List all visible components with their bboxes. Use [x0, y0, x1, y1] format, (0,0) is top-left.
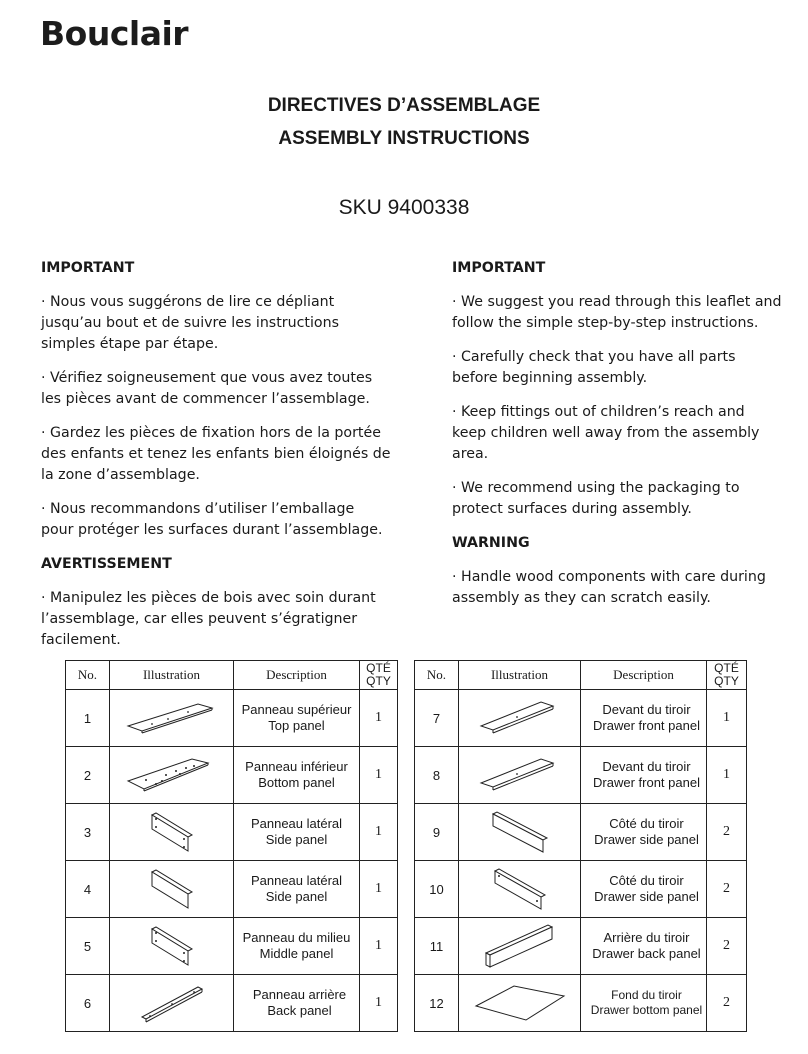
- part-number: 8: [415, 747, 459, 804]
- part-illustration: [110, 861, 234, 918]
- english-warning-heading: WARNING: [452, 535, 530, 551]
- part-name-fr: Panneau latéral: [250, 873, 343, 888]
- part-name-en: Drawer front panel: [593, 775, 700, 790]
- part-number: 2: [66, 747, 110, 804]
- parts-table-right: [414, 660, 747, 1032]
- part-illustration: [110, 804, 234, 861]
- header-qty-fr: QTÉ: [714, 661, 739, 675]
- title-english: ASSEMBLY INSTRUCTIONS: [278, 128, 530, 149]
- part-quantity: 1: [707, 747, 747, 804]
- header-qty-en: QTY: [366, 674, 391, 688]
- french-paragraph: · Gardez les pièces de fixation hors de la portée des enfants et tenez les enfants bien éloignés de la zone d’assemblage.: [41, 425, 391, 483]
- drawer-front-drawing: [475, 696, 565, 740]
- title-french: DIRECTIVES D’ASSEMBLAGE: [267, 95, 541, 116]
- part-number: 3: [66, 804, 110, 861]
- table-row: [66, 861, 398, 918]
- part-illustration: [459, 747, 581, 804]
- part-name-fr: Panneau latéral: [250, 816, 343, 831]
- part-description: [234, 918, 360, 975]
- table-row: [415, 804, 747, 861]
- part-description: [581, 690, 707, 747]
- drawer-side-drawing: [485, 865, 555, 913]
- part-illustration: [459, 690, 581, 747]
- table-header-row: [415, 661, 747, 690]
- part-description: [581, 747, 707, 804]
- top-panel-drawing: [122, 698, 222, 738]
- table-row: [415, 918, 747, 975]
- french-paragraph: · Vérifiez soigneusement que vous avez toutes les pièces avant de commencer l’assemblage.: [41, 370, 373, 407]
- sku-number: SKU 9400338: [338, 196, 470, 219]
- part-name-fr: Devant du tiroir: [602, 759, 691, 774]
- part-quantity: 2: [707, 861, 747, 918]
- header-description: Description: [581, 661, 707, 690]
- part-quantity: 1: [360, 804, 398, 861]
- part-description: [234, 975, 360, 1032]
- part-number: 1: [66, 690, 110, 747]
- table-row: [415, 861, 747, 918]
- middle-panel-drawing: [142, 923, 202, 969]
- english-important-heading: IMPORTANT: [452, 260, 546, 276]
- part-quantity: 1: [360, 747, 398, 804]
- side-panel-drawing: [142, 809, 202, 855]
- bottom-panel-drawing: [122, 753, 222, 797]
- part-description: [581, 918, 707, 975]
- part-name-en: Back panel: [267, 1003, 332, 1018]
- header-no: No.: [66, 661, 110, 690]
- english-paragraph: · We suggest you read through this leaflet and follow the simple step-by-step instructions.: [452, 294, 782, 331]
- part-quantity: 2: [707, 975, 747, 1032]
- header-illustration: Illustration: [110, 661, 234, 690]
- part-quantity: 2: [707, 918, 747, 975]
- part-name-en: Drawer side panel: [594, 832, 699, 847]
- part-name-fr: Panneau supérieur: [241, 702, 352, 717]
- table-row: [66, 747, 398, 804]
- french-important-heading: IMPORTANT: [41, 260, 135, 276]
- french-warning-heading: AVERTISSEMENT: [41, 556, 172, 572]
- part-description: [234, 747, 360, 804]
- part-name-fr: Arrière du tiroir: [603, 930, 690, 945]
- part-number: 10: [415, 861, 459, 918]
- part-name-fr: Panneau du milieu: [242, 930, 351, 945]
- part-name-en: Side panel: [265, 889, 328, 904]
- part-name-en: Drawer front panel: [593, 718, 700, 733]
- table-row: [66, 975, 398, 1032]
- part-number: 12: [415, 975, 459, 1032]
- french-warning-paragraph: · Manipulez les pièces de bois avec soin durant l’assemblage, car elles peuvent s’égratigner facilement.: [41, 590, 376, 648]
- part-description: [234, 804, 360, 861]
- english-paragraph: · Carefully check that you have all parts before beginning assembly.: [452, 349, 736, 386]
- back-panel-drawing: [132, 981, 212, 1025]
- english-paragraph: · We recommend using the packaging to protect surfaces during assembly.: [452, 480, 740, 517]
- drawer-back-drawing: [480, 921, 560, 971]
- table-row: [415, 747, 747, 804]
- part-name-en: Top panel: [268, 718, 325, 733]
- part-number: 9: [415, 804, 459, 861]
- part-name-fr: Côté du tiroir: [609, 873, 684, 888]
- english-paragraph: · Keep fittings out of children’s reach and keep children well away from the assembly area.: [452, 404, 760, 462]
- part-name-fr: Panneau inférieur: [245, 759, 348, 774]
- part-illustration: [459, 804, 581, 861]
- part-illustration: [459, 975, 581, 1032]
- table-header-row: [66, 661, 398, 690]
- part-illustration: [110, 918, 234, 975]
- drawer-front-drawing: [475, 753, 565, 797]
- french-paragraph: · Nous recommandons d’utiliser l’emballage pour protéger les surfaces durant l’assemblage.: [41, 501, 383, 538]
- header-qty-fr: QTÉ: [366, 661, 391, 675]
- part-description: [234, 861, 360, 918]
- part-number: 7: [415, 690, 459, 747]
- part-quantity: 1: [360, 975, 398, 1032]
- part-quantity: 1: [360, 690, 398, 747]
- parts-table-left: [65, 660, 398, 1032]
- part-name-en: Side panel: [265, 832, 328, 847]
- table-row: [415, 690, 747, 747]
- french-paragraph: · Nous vous suggérons de lire ce dépliant jusqu’au bout et de suivre les instructions simples étape par étape.: [41, 294, 339, 352]
- part-name-fr: Fond du tiroir: [611, 988, 682, 1002]
- part-quantity: 1: [360, 861, 398, 918]
- table-row: [66, 804, 398, 861]
- drawer-bottom-drawing: [470, 980, 570, 1026]
- part-name-fr: Devant du tiroir: [602, 702, 691, 717]
- header-description: Description: [234, 661, 360, 690]
- header-qty: [360, 661, 398, 690]
- part-illustration: [459, 861, 581, 918]
- part-description: [234, 690, 360, 747]
- header-qty: [707, 661, 747, 690]
- part-illustration: [110, 690, 234, 747]
- part-name-en: Drawer side panel: [594, 889, 699, 904]
- part-illustration: [459, 918, 581, 975]
- header-qty-en: QTY: [714, 674, 739, 688]
- part-name-en: Drawer back panel: [592, 946, 701, 961]
- french-instructions: [41, 258, 391, 664]
- header-illustration: Illustration: [459, 661, 581, 690]
- part-description: [581, 975, 707, 1032]
- english-warning-paragraph: · Handle wood components with care during assembly as they can scratch easily.: [452, 569, 766, 606]
- brand-logo: Bouclair: [40, 14, 189, 53]
- table-row: [415, 975, 747, 1032]
- part-name-en: Bottom panel: [258, 775, 335, 790]
- side-panel-drawing: [142, 866, 202, 912]
- part-quantity: 2: [707, 804, 747, 861]
- table-row: [66, 918, 398, 975]
- part-illustration: [110, 975, 234, 1032]
- part-number: 5: [66, 918, 110, 975]
- header-no: No.: [415, 661, 459, 690]
- table-row: [66, 690, 398, 747]
- part-quantity: 1: [360, 918, 398, 975]
- part-number: 6: [66, 975, 110, 1032]
- part-number: 4: [66, 861, 110, 918]
- part-description: [581, 804, 707, 861]
- english-instructions: [452, 258, 782, 622]
- part-illustration: [110, 747, 234, 804]
- part-name-en: Drawer bottom panel: [590, 1003, 703, 1017]
- part-name-fr: Panneau arrière: [252, 987, 347, 1002]
- part-number: 11: [415, 918, 459, 975]
- drawer-side-drawing: [485, 808, 555, 856]
- part-quantity: 1: [707, 690, 747, 747]
- part-name-en: Middle panel: [259, 946, 334, 961]
- part-name-fr: Côté du tiroir: [609, 816, 684, 831]
- part-description: [581, 861, 707, 918]
